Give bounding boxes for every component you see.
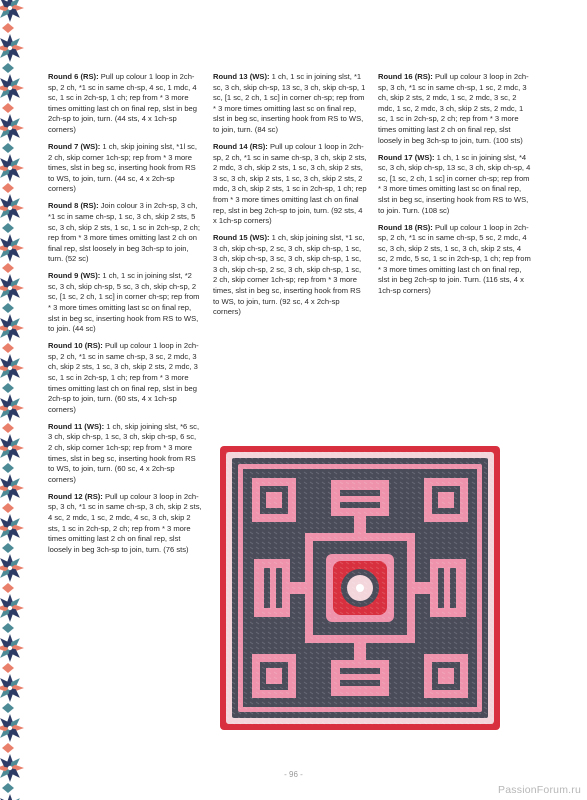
corner-motif-core <box>266 492 282 508</box>
border-star-motif <box>0 714 24 742</box>
round-16-label: Round 16 (RS): <box>378 72 433 81</box>
round-11-label: Round 11 (WS): <box>48 421 105 431</box>
corner-motif-core <box>266 668 282 684</box>
border-star-motif <box>0 154 24 182</box>
round-12-paragraph <box>48 492 202 556</box>
border-diamond <box>2 103 14 113</box>
border-star-motif <box>0 314 24 342</box>
border-diamond <box>2 143 14 153</box>
border-star-motif <box>0 74 24 102</box>
border-star-center <box>8 686 12 690</box>
round-6-paragraph <box>48 72 202 136</box>
border-diamond <box>2 743 14 753</box>
round-11-text: 1 ch, skip joining slst, *6 sc, 3 ch, skip ch-sp, 1 sc, 3 ch, skip ch-sp, 6 sc, 2 ch, skip corner 1ch-sp; rep from * 3 more times, slst in beg sc, inserting hook from RS to WS, to join, turn. (60 sc, 4 x 2ch-sp corners) <box>48 421 200 484</box>
round-9-text: 1 ch, 1 sc in joining slst, *2 sc, 3 ch, skip ch-sp, 5 sc, 3 ch, skip ch-sp, 2 sc, [1 sc, 2 ch, 1 sc] in corner ch-sp; rep from * 3 more times omitting last sc on final rep, slst in beg sc, inserting hook from RS to WS, to join. (44 sc) <box>48 271 200 334</box>
round-13-paragraph <box>213 72 367 136</box>
round-13-label: Round 13 (WS): <box>213 72 270 81</box>
round-6-text: Pull up colour 1 loop in 2ch-sp, 2 ch, *1 sc in same ch-sp, 4 sc, 1 mdc, 4 sc, 1 sc in 2ch-sp, 1 ch; rep from * 3 more times omitting last ch on final rep, slst in beg 2ch-sp to join, turn. (44 sts, 4 x 1ch-sp corners) <box>48 72 197 134</box>
round-18-text: Pull up colour 1 loop in 2ch-sp, 2 ch, *1 sc in same ch-sp, 5 sc, 2 mdc, 4 sc, 3 ch, skip 2 sts, 1 sc, 3 ch, skip 2 sts, 4 sc, 2 mdc, 5 sc, 1 sc in 2ch-sp, 1 ch; rep from * 3 more times omitting last ch on final rep, slst in beg 2ch-sp to join. Turn. (116 sts, 4 x 1ch-sp corners) <box>378 222 531 296</box>
round-15-label: Round 15 (WS): <box>213 233 270 243</box>
instructions-column-2 <box>213 72 367 324</box>
border-diamond <box>2 63 14 73</box>
border-star-center <box>8 46 12 50</box>
border-star-motif <box>0 114 24 142</box>
round-15-text: 1 ch, skip joining slst, *1 sc, 3 ch, skip ch-sp, 2 sc, 3 ch, skip ch-sp, 1 sc, 3 ch, skip ch-sp, 3 sc, 3 ch, skip ch-sp, 1 sc, 3 ch, skip ch-sp, 2 sc, 3 ch, skip ch-sp, 1 sc, 2 ch, skip corner 1ch-sp; rep from * 3 more times, slst in beg sc, inserting hook from RS to WS, to join, turn. (92 sc, 4 x 2ch-sp corners) <box>213 233 365 317</box>
border-diamond <box>2 183 14 193</box>
border-star-motif <box>0 634 24 662</box>
border-star-motif <box>0 0 24 22</box>
site-watermark: PassionForum.ru <box>498 784 581 796</box>
border-star-center <box>8 446 12 450</box>
round-17-label: Round 17 (WS): <box>378 152 435 162</box>
round-7-paragraph <box>48 142 202 195</box>
border-star-center <box>8 326 12 330</box>
round-11-paragraph <box>48 422 202 486</box>
border-star-center <box>8 486 12 490</box>
connector-right <box>415 582 430 594</box>
border-star-motif <box>0 434 24 462</box>
border-star-center <box>8 366 12 370</box>
border-diamond <box>2 223 14 233</box>
border-diamond <box>2 303 14 313</box>
round-14-label: Round 14 (RS): <box>213 141 268 151</box>
border-star-motif <box>0 594 24 622</box>
round-9-paragraph <box>48 271 202 335</box>
round-18-paragraph <box>378 223 532 297</box>
round-18-label: Round 18 (RS): <box>378 222 433 232</box>
border-diamond <box>2 463 14 473</box>
round-9-label: Round 9 (WS): <box>48 271 101 281</box>
border-star-motif <box>0 234 24 262</box>
round-10-paragraph <box>48 341 202 415</box>
corner-motif-core <box>438 668 454 684</box>
border-star-center <box>8 86 12 90</box>
border-star-center <box>8 166 12 170</box>
crochet-granny-square-image <box>218 444 502 732</box>
geometric-star-pattern <box>0 0 28 800</box>
round-17-paragraph <box>378 153 532 217</box>
border-diamond <box>2 263 14 273</box>
round-14-paragraph <box>213 142 367 227</box>
round-13-text: 1 ch, 1 sc in joining slst, *1 sc, 3 ch, skip ch-sp, 13 sc, 3 ch, skip ch-sp, 1 sc, [1 sc, 2 ch, 1 sc] in corner ch-sp; rep from * 3 more times omitting last sc on final rep, slst in beg sc, inserting hook from RS to WS, to join, turn. (84 sc) <box>213 72 366 134</box>
round-16-paragraph <box>378 72 532 146</box>
border-diamond <box>2 783 14 793</box>
border-star-center <box>8 6 12 10</box>
border-star-motif <box>0 274 24 302</box>
crochet-square-photo <box>218 444 502 732</box>
border-star-motif <box>0 474 24 502</box>
page-number: - 96 - <box>284 770 303 779</box>
round-8-text: Join colour 3 in 2ch-sp, 3 ch, *1 sc in same ch-sp, 1 sc, 3 ch, skip 2 sts, 5 sc, 3 ch, skip 2 sts, 1 sc, 1 sc in 2ch-sp, 2 ch; rep from * 3 more times omitting last 2 ch on final rep, slst loosely in beg 3ch-sp to join, turn. (52 sc) <box>48 201 200 264</box>
round-12-text: Pull up colour 3 loop in 2ch-sp, 3 ch, *1 sc in same ch-sp, 3 ch, skip 2 sts, 4 sc, 2 mdc, 1 sc, 2 mdc, 4 sc, 3 ch, skip 2 sts, 1 sc in 2ch-sp, 2 ch; rep from * 3 more times omitting last 2 ch on final rep, slst loosely in beg 3ch-sp to join, turn. (76 sts) <box>48 491 202 554</box>
border-star-motif <box>0 394 24 422</box>
corner-motif-core <box>438 492 454 508</box>
instructions-column-1 <box>48 72 202 562</box>
round-8-label: Round 8 (RS): <box>48 201 99 211</box>
round-16-text: Pull up colour 3 loop in 2ch-sp, 3 ch, *1 sc in same ch-sp, 1 sc, 2 mdc, 3 ch, skip 2 sts, 2 mdc, 1 sc, 2 mdc, 3 sc, 2 mdc, 1 sc, 2 mdc, 3 ch, skip 2 sts, 2 mdc, 1 sc, 1 sc in 2ch-sp, 2 ch; rep from * 3 more times omitting last 2 ch on final rep, slst loosely in beg 3ch-sp to join, turn. (100 sts) <box>378 72 529 145</box>
border-star-center <box>8 566 12 570</box>
border-petal <box>7 794 13 800</box>
border-diamond <box>2 623 14 633</box>
border-star-center <box>8 646 12 650</box>
border-star-center <box>8 206 12 210</box>
round-7-label: Round 7 (WS): <box>48 141 101 151</box>
border-diamond <box>2 663 14 673</box>
border-star-center <box>8 606 12 610</box>
border-diamond <box>2 503 14 513</box>
round-17-text: 1 ch, 1 sc in joining slst, *4 sc, 3 ch, skip ch-sp, 13 sc, 3 ch, skip ch-sp, 4 sc, [1 sc, 2 ch, 1 sc] in corner ch-sp; rep from * 3 more times omitting last sc on final rep, slst in beg sc, inserting hook from RS to WS, to join. Turn. (108 sc) <box>378 152 531 215</box>
border-star-center <box>8 526 12 530</box>
round-6-label: Round 6 (RS): <box>48 72 99 81</box>
round-10-text: Pull up colour 1 loop in 2ch-sp, 2 ch, *1 sc in same ch-sp, 3 sc, 2 mdc, 3 ch, skip 2 sts, 1 sc, 3 ch, skip 2 sts, 2 mdc, 3 sc, 1 sc in 2ch-sp, 1 ch; rep from * 3 more times omitting last ch on final rep, slst in beg 2ch-sp to join, turn. (60 sts, 4 x 1ch-sp corners) <box>48 341 199 414</box>
border-diamond <box>2 423 14 433</box>
border-diamond <box>2 583 14 593</box>
border-star-motif <box>0 194 24 222</box>
decorative-left-border <box>0 0 28 800</box>
round-7-text: 1 ch, skip joining slst, *1l sc, 2 ch, skip corner 1ch-sp; rep from * 3 more times, slst in beg sc, inserting hook from RS to WS, to join, turn. (44 sc, 4 x 2ch-sp corners) <box>48 141 197 194</box>
border-star-center <box>8 406 12 410</box>
round-8-paragraph <box>48 201 202 265</box>
border-star-center <box>8 726 12 730</box>
border-star-center <box>8 126 12 130</box>
border-star-motif <box>0 794 24 800</box>
left-arm-block <box>254 559 290 617</box>
border-diamond <box>2 543 14 553</box>
border-star-center <box>8 286 12 290</box>
border-diamond <box>2 383 14 393</box>
border-diamond <box>2 703 14 713</box>
round-15-paragraph <box>213 233 367 318</box>
border-star-motif <box>0 514 24 542</box>
border-star-motif <box>0 354 24 382</box>
border-diamond <box>2 23 14 33</box>
border-star-motif <box>0 554 24 582</box>
round-12-label: Round 12 (RS): <box>48 491 103 501</box>
border-diamond <box>2 343 14 353</box>
round-14-text: Pull up colour 1 loop in 2ch-sp, 2 ch, *1 sc in same ch-sp, 3 ch, skip 2 sts, 2 mdc, 3 ch, skip 2 sts, 1 sc, 3 ch, skip 2 sts, 3 sc, 3 ch, skip 2 sts, 1 sc, 3 ch, skip 2 sts, 2 mdc, 3 ch, skip 2 sts, 1 sc in 2ch-sp, 1 ch; rep from * 3 more times omitting last ch on final rep, slst in beg 2ch-sp to join, turn. (92 sts, 4 x 1ch-sp corners) <box>213 141 367 226</box>
round-10-label: Round 10 (RS): <box>48 341 103 351</box>
border-star-center <box>8 246 12 250</box>
border-star-motif <box>0 34 24 62</box>
border-star-motif <box>0 674 24 702</box>
instructions-column-3 <box>378 72 532 303</box>
